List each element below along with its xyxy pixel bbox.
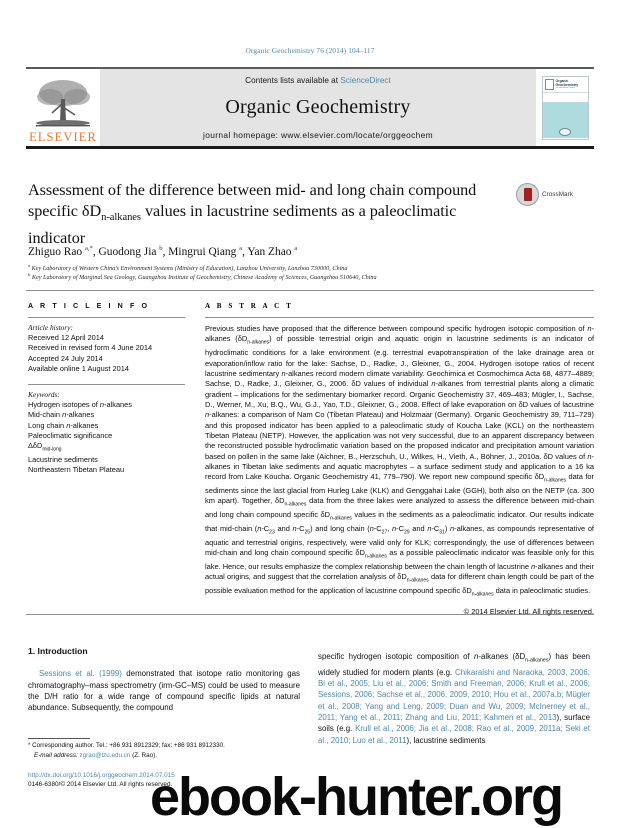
asterisk-icon: * — [28, 743, 31, 749]
citation-link[interactable]: Chikaraishi and Naraoka, 2003, 2006; Bi et al., 2005; Liu et al., 2006; Smith and Freeman, 2006; Krull et al., 2006; Sessions, 2006; Sachse et al., 2006, 2009, 2010; Hou et al., 2007a,b; Mügler et al., 2008; Yang and Leng, 2009; Duan and Wu, 2009; McInerney et al., 2011; Yang et al., 2011; Zhang and Liu, 2011; Kahmen et al., 2013 — [318, 667, 590, 723]
elsevier-wordmark: ELSEVIER — [29, 130, 97, 144]
journal-homepage[interactable]: journal homepage: www.elsevier.com/locate/orggeochem — [202, 130, 433, 140]
citation-link[interactable]: Krull et al., 2006; Jia et al., 2008; Rao et al., 2009, 2011a; Seki et al., 2010; Luo et al., 2011 — [318, 724, 590, 745]
crossmark-icon — [516, 183, 539, 206]
journal-banner — [26, 67, 594, 149]
affiliation-b-text: Key Laboratory of Marginal Sea Geology, Guangzhou Institute of Geochemistry, Chinese Academy of Sciences, Guangzhou 510640, China — [31, 274, 377, 282]
affil-a-marker: a — [28, 263, 31, 268]
journal-title: Organic Geochemistry — [225, 96, 411, 118]
keyword-item: ΔδD$_{mid-long}$ — [28, 441, 62, 453]
keyword-item: Mid-chain n-alkanes — [28, 410, 95, 420]
email-note — [28, 751, 306, 760]
body-column-right — [318, 651, 590, 746]
abstract-copyright: © 2014 Elsevier Ltd. All rights reserved. — [463, 607, 594, 617]
abstract-heading: A B S T R A C T — [205, 302, 294, 310]
title-subscript: n-alkanes — [101, 211, 141, 223]
contents-prefix: Contents lists available at — [245, 76, 341, 85]
author-list: Zhiguo Rao $^{a,*}$, Guodong Jia $^b$, Mingrui Qiang $^a$, Yan Zhao $^a$ — [28, 245, 298, 258]
cover-white-band — [543, 93, 588, 102]
article-info-heading: A R T I C L E I N F O — [28, 302, 150, 310]
issn-copyright-line: 0146-6380/© 2014 Elsevier Ltd. All rights reserved. — [28, 781, 173, 789]
sciencedirect-link[interactable]: ScienceDirect — [340, 76, 391, 85]
title-line-1: Assessment of the difference between mid- and long chain compound — [28, 181, 477, 199]
title-line-2-post: values in lacustrine sediments as a paleoclimatic — [140, 201, 457, 220]
cover-image — [542, 76, 589, 140]
info-divider-2 — [28, 384, 185, 385]
history-item: Received in revised form 4 June 2014 — [28, 343, 153, 353]
intro-paragraph-right: specific hydrogen isotopic composition of n-alkanes $(\delta D_{n-alkanes})$ has been widely studied for modern plants (e.g. Chikaraishi and Naraoka, 2003, 2006; Bi et al., 2005; Liu et al., 2006; Smith and Freeman, 2006; Krull et al., 2006; Sessions, 2006; Sachse et al., 2006, 2009, 2010; Hou et al., 2007a,b; Mügler et al., 2008; Yang and Leng, 2009; Duan and Wu, 2009; McInerney et al., 2011; Yang et al., 2011; Zhang and Liu, 2011; Kahmen et al., 2013), surface soils (e.g. Krull et al., 2006; Jia et al., 2008; Rao et al., 2009, 2011a; Seki et al., 2010; Luo et al., 2011), lacustrine sediments — [318, 652, 591, 745]
abstract-text: Previous studies have proposed that the difference between compound specific hydrogen isotopic composition of n-alkanes $(\delta D_{n-alkanes})$ of possible terrestrial origin and aquatic origin in lacustrine sediments is an indicator of hydroclimatic conditions for a lake environment (e.g. terrestrial evapotranspiration of the lake drainage area or evaporation/inflow ratio for the lake: Sachse, D., Radke, J., Gleixner, G., 2004. Hydrogen isotope ratios of recent lacustrine sedimentary n-alkanes record modern climate variability. Geochimica et Cosmochimca Acta 68, 4877–4889; Sachse, D., Radke, J., Gleixner, G., 2006. δD values of individual n-alkanes from terrestrial plants along a climatic gradient – implications for the sedimentary biomarker record. Organic Geochemistry 37, 469–483; Mügler, I., Sachse, D., Werner, M., Xu, B.Q., Wu, G.J., Yao, T.D., Gleixner, G., 2008. Effect of lake evaporation on δD values of lacustrine n-alkanes: a comparison of Nam Co (Tibetan Plateau) and Holzmaar (Germany). Organic Geochemistry 39, 711–729) and this proposed indicator has been applied to a paleoclimatic study of Koucha Lake (KCL) on the northeastern Tibetan Plateau (NETP). However, the application was not very successful, due to an apparent discrepancy between the reconstructed possible hydroclimatic variation based on the proposed indicator and precipitation amount variation based on pollen in the same lake (Aichner, B., Herzschuh, U., Wilkes, H., Vieth, A., Böhner, J., 2010a. δD values of n-alkanes in Tibetan lake sediments and aquatic macrophytes – a surface sediment study and application to a 16 ka record from Lake Koucha. Organic Geochemistry 41, 779–790). We report new compound specific $\delta D_{n-alkanes}$ data for sediments since the last glacial from Hurleg Lake (KLK) and Genggahai Lake (GGH), both also on the NETP (ca. 300 km apart). Together, $\delta D_{n-alkanes}$ data from the three lakes were analyzed to assess the difference between mid-chain and long chain compound specific $\delta D_{n-alkanes}$ values in the sediments as a paleoclimatic indicator. Our results indicate that mid-chain ($n-C_{23}$ and $n-C_{25}$) and long chain ($n-C_{27}$, $n-C_{29}$ and $n-C_{31}$) n-alkanes, as compounds representative of aquatic and terrestrial origins, respectively, were valid only for KLK; correspondingly, the use of differences between mid-chain and long chain compound specific $\delta D_{n-alkanes}$ as a possible paleoclimatic indicator was feasible only for this lake. Hence, our results emphasize the complex relationship between the chain length of lacustrine n-alkanes and their actual origins, and suggest that the correlation analysis of $\delta D_{n-alkanes}$ data for different chain length could be part of the possible evaluation method for the application of lacustrine compound specific $\delta D_{n-alkanes}$ data in paleoclimatic studies. — [205, 324, 595, 598]
affil-b-marker: b — [28, 272, 31, 277]
elsevier-logo — [26, 69, 100, 146]
affiliation-a-text: Key Laboratory of Western China's Environment Systems (Ministry of Education), Lanzhou University, Lanzhou 730000, China — [31, 265, 348, 273]
history-item: Accepted 24 July 2014 — [28, 353, 103, 363]
section-heading-introduction: 1. Introduction — [28, 646, 88, 656]
email-suffix: (Z. Rao). — [132, 752, 157, 759]
affiliation-b — [28, 271, 568, 282]
author-2-affil-marker: b — [159, 245, 163, 252]
crossmark-label: CrossMark — [542, 191, 573, 198]
watermark-text: ebook-hunter.org — [150, 767, 562, 827]
keywords-label: Keywords: — [28, 390, 60, 400]
keyword-item: Paleoclimatic significance — [28, 430, 113, 440]
running-head: Organic Geochemistry 76 (2014) 104–117 — [245, 46, 375, 55]
cover-journal-subtitle: An International Journal — [555, 86, 576, 89]
body-column-left — [28, 646, 300, 713]
article-title-block — [28, 180, 498, 249]
keyword-item: Hydrogen isotopes of n-alkanes — [28, 400, 132, 410]
info-divider-1 — [28, 317, 185, 318]
article-info-panel — [28, 302, 188, 475]
journal-cover-thumbnail — [536, 69, 594, 146]
intro-paragraph-left: Sessions et al. (1999) demonstrated that isotope ratio monitoring gas chromatography–mass spectrometry (irm-GC–MS) could be used to measure the D/H ratio for a wide range of compound specific lipids at natural abundance. Subsequently, the compound — [28, 669, 300, 713]
history-item: Received 12 April 2014 — [28, 333, 105, 343]
crossmark-badge[interactable] — [516, 183, 573, 206]
title-line-3: indicator — [28, 229, 86, 248]
title-line-2-pre: specific δD — [28, 201, 102, 220]
cover-header — [543, 77, 588, 93]
divider-top — [26, 290, 594, 291]
article-history-label: Article history: — [28, 323, 73, 332]
page-title — [28, 180, 498, 249]
cover-seal-icon — [559, 128, 571, 136]
cover-journal-name: Organic Geochemistry — [555, 78, 579, 87]
keyword-item: Northeastern Tibetan Plateau — [28, 464, 125, 474]
cover-teal-band — [543, 102, 588, 138]
author-1-affil-marker: a,* — [84, 245, 93, 252]
email-label: E-mail address: — [34, 752, 78, 759]
corresponding-author-note — [28, 741, 306, 751]
footnote-divider — [28, 738, 90, 739]
footnote-block — [28, 741, 306, 760]
corresponding-author-text: Corresponding author. Tel.: +86 931 8912329; fax: +86 931 8912330. — [32, 742, 225, 749]
abstract-divider — [205, 317, 594, 318]
cover-elsevier-icon — [545, 79, 554, 90]
citation-link[interactable]: Sessions et al. (1999) — [39, 669, 122, 679]
keyword-item: Lacustrine sediments — [28, 454, 98, 464]
elsevier-tree-icon — [32, 77, 94, 131]
history-item: Available online 1 August 2014 — [28, 363, 129, 373]
keyword-item: Long chain n-alkanes — [28, 420, 99, 430]
abstract-panel — [205, 302, 594, 616]
banner-center — [100, 69, 536, 146]
contents-list-line — [245, 76, 391, 85]
author-3-affil-marker: a — [239, 245, 243, 252]
doi-link[interactable]: http://dx.doi.org/10.1016/j.orggeochem.2014.07.015 — [28, 772, 175, 779]
author-4-affil-marker: a — [294, 245, 298, 252]
crossmark-book-shape — [524, 188, 532, 201]
email-link[interactable]: zgrao@lzu.edu.cn — [79, 752, 131, 759]
